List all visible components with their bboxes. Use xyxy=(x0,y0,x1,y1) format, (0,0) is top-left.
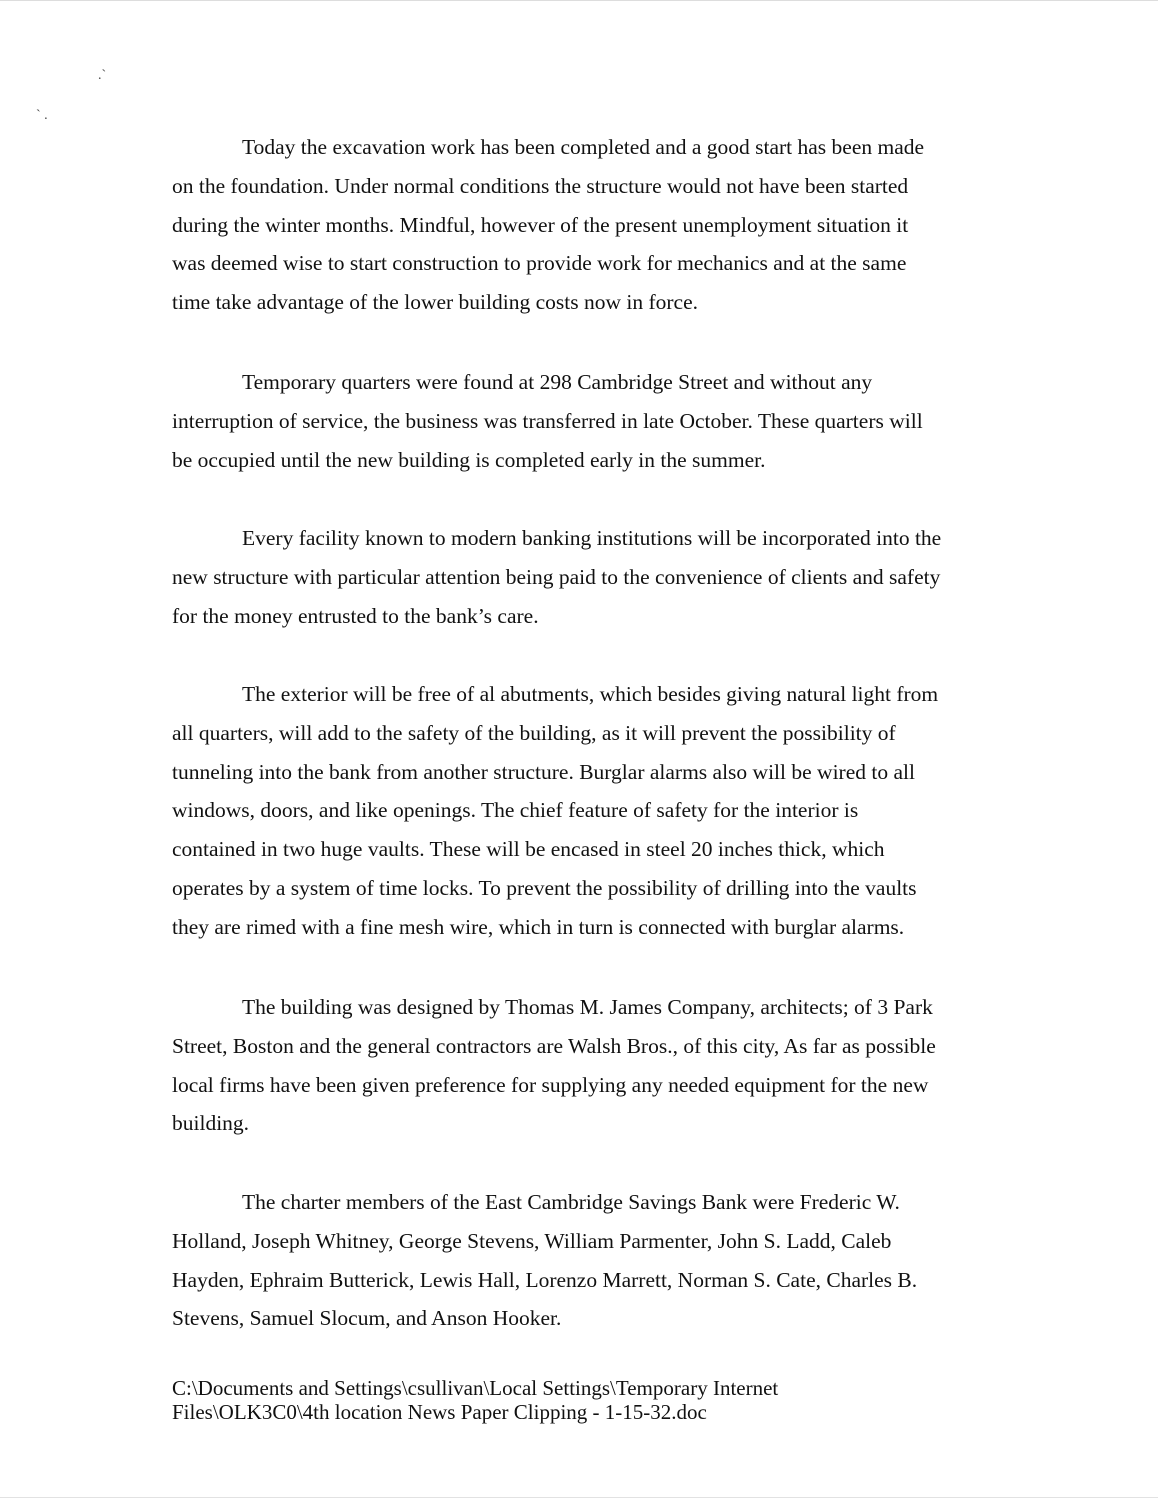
text-line: The charter members of the East Cambridge Savings Bank were Frederic W. xyxy=(242,1190,900,1214)
footer-line: C:\Documents and Settings\csullivan\Local Settings\Temporary Internet xyxy=(172,1376,779,1400)
text-line: Street, Boston and the general contractors are Walsh Bros., of this city, As far as possible xyxy=(172,1033,936,1058)
text-line: Holland, Joseph Whitney, George Stevens, William Parmenter, John S. Ladd, Caleb xyxy=(172,1228,892,1253)
paragraph-excavation xyxy=(172,128,992,322)
text-line: Every facility known to modern banking institutions will be incorporated into the xyxy=(242,526,942,550)
text-line: contained in two huge vaults. These will be encased in steel 20 inches thick, which xyxy=(172,837,885,862)
text-line: building. xyxy=(172,1111,250,1136)
text-line: local firms have been given preference for supplying any needed equipment for the new xyxy=(172,1072,929,1097)
text-line: they are rimed with a fine mesh wire, which in turn is connected with burglar alarms. xyxy=(172,914,905,939)
scan-mark: ` . xyxy=(36,108,48,123)
paragraph-facilities xyxy=(172,519,992,635)
text-line: Hayden, Ephraim Butterick, Lewis Hall, Lorenzo Marrett, Norman S. Cate, Charles B. xyxy=(172,1267,918,1292)
file-path-footer xyxy=(172,1376,972,1424)
scan-edge-top xyxy=(0,0,1158,1)
text-line: was deemed wise to start construction to provide work for mechanics and at the same xyxy=(172,251,907,276)
paragraph-exterior-safety xyxy=(172,675,992,947)
paragraph-architects xyxy=(172,988,992,1143)
text-line: Temporary quarters were found at 298 Cambridge Street and without any xyxy=(242,370,873,394)
paragraph-charter-members xyxy=(172,1183,992,1338)
text-line: Today the excavation work has been completed and a good start has been made xyxy=(242,135,925,159)
text-line: new structure with particular attention being paid to the convenience of clients and safety xyxy=(172,564,941,589)
text-line: time take advantage of the lower building costs now in force. xyxy=(172,290,698,315)
scan-edge-bottom xyxy=(0,1497,1158,1498)
text-line: be occupied until the new building is completed early in the summer. xyxy=(172,447,766,472)
text-line: The exterior will be free of al abutments, which besides giving natural light from xyxy=(242,682,939,706)
footer-line: Files\OLK3C0\4th location News Paper Clipping - 1-15-32.doc xyxy=(172,1400,707,1424)
text-line: on the foundation. Under normal conditions the structure would not have been started xyxy=(172,173,909,198)
text-line: operates by a system of time locks. To prevent the possibility of drilling into the vaults xyxy=(172,875,917,900)
scan-mark: .` xyxy=(98,68,107,83)
text-line: for the money entrusted to the bank’s care. xyxy=(172,603,539,628)
paragraph-temporary-quarters xyxy=(172,363,992,479)
text-line: tunneling into the bank from another structure. Burglar alarms also will be wired to all xyxy=(172,759,915,784)
text-line: during the winter months. Mindful, however of the present unemployment situation it xyxy=(172,212,909,237)
text-line: The building was designed by Thomas M. James Company, architects; of 3 Park xyxy=(242,995,933,1019)
text-line: all quarters, will add to the safety of the building, as it will prevent the possibility of xyxy=(172,720,896,745)
text-line: interruption of service, the business was transferred in late October. These quarters will xyxy=(172,408,923,433)
text-line: windows, doors, and like openings. The chief feature of safety for the interior is xyxy=(172,798,859,823)
text-line: Stevens, Samuel Slocum, and Anson Hooker. xyxy=(172,1306,562,1331)
